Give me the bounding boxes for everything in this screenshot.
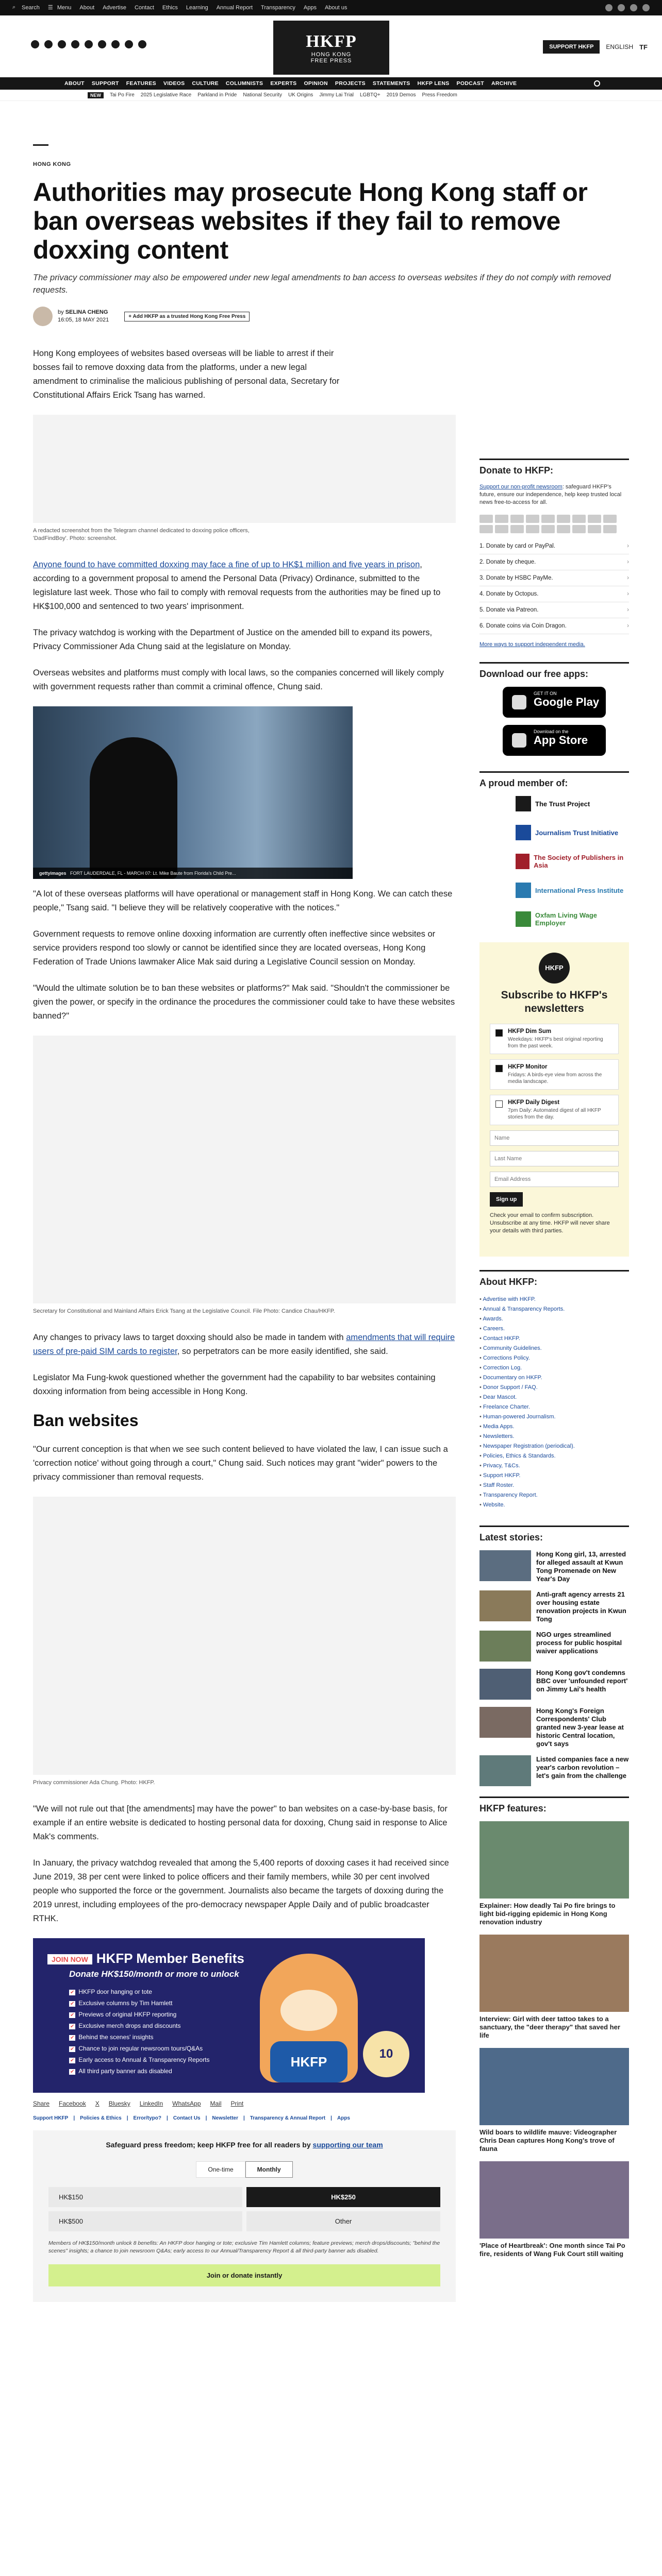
header-actions bbox=[543, 40, 648, 54]
feature-image[interactable] bbox=[479, 1935, 629, 2012]
benefit-item: ✔ All third party banner ads disabled bbox=[69, 2066, 210, 2077]
jcb-icon bbox=[557, 515, 570, 523]
ethics-link[interactable]: Ethics bbox=[162, 5, 178, 11]
benefits-list bbox=[69, 1987, 210, 2077]
anniversary-badge: 10 bbox=[363, 2031, 409, 2077]
amex-icon bbox=[510, 515, 524, 523]
trending-link[interactable]: Press Freedom bbox=[422, 92, 457, 98]
feature-story[interactable] bbox=[479, 2161, 629, 2258]
ipi-logo[interactable]: International Press Institute bbox=[516, 883, 629, 898]
trust-project-logo[interactable]: The Trust Project bbox=[516, 796, 629, 811]
oxfam-icon bbox=[516, 911, 531, 927]
apps-title: Download our free apps: bbox=[479, 662, 629, 680]
about-item[interactable]: • Support HKFP. bbox=[479, 1471, 629, 1481]
traditional-chinese-link[interactable]: TF bbox=[639, 43, 648, 51]
pay-option[interactable]: 6. Donate coins via Coin Dragon. › bbox=[479, 618, 629, 634]
latest-story[interactable] bbox=[479, 1590, 629, 1623]
trust-project-icon bbox=[516, 796, 531, 811]
jti-logo[interactable]: Journalism Trust Initiative bbox=[516, 825, 629, 840]
article-standfirst: The privacy commissioner may also be empowered under new legal amendments to ban access to overseas websites if they do not comply with removed requests. bbox=[33, 273, 611, 295]
article-paragraph: Anyone found to have committed doxxing may face a fine of up to HK$1 million and five years in prison, according to a government proposal to amend the Personal Data (Privacy) Ordinance, submitted to the legislature last week. Those who fail to comply with removal requests from the authorities may be fined up to HK$100,000 and sentenced to two years' imprisonment. bbox=[33, 560, 441, 611]
facebook-icon[interactable] bbox=[31, 40, 39, 48]
mastercard-icon bbox=[495, 515, 508, 523]
about-item[interactable]: • Policies, Ethics & Standards. bbox=[479, 1451, 629, 1461]
feature-image[interactable] bbox=[479, 1821, 629, 1899]
about-item[interactable]: • Annual & Transparency Reports. bbox=[479, 1304, 629, 1314]
member-title: A proud member of: bbox=[479, 771, 629, 789]
benefit-item: ✔ HKFP door hanging or tote bbox=[69, 1987, 210, 1998]
pay-option[interactable]: 4. Donate by Octopus. › bbox=[479, 586, 629, 602]
nav-culture[interactable]: CULTURE bbox=[192, 80, 219, 87]
benefit-item: ✔ Early access to Annual & Transparency Reports bbox=[69, 2055, 210, 2066]
support-newsroom-link[interactable]: Support our non-profit newsroom bbox=[479, 484, 562, 490]
about-us-link[interactable]: About us bbox=[324, 5, 347, 11]
amount-option[interactable]: HK$500 bbox=[48, 2211, 242, 2231]
sidebar bbox=[479, 459, 629, 2266]
payment-logos bbox=[479, 515, 629, 533]
image-caption: Privacy commissioner Ada Chung. Photo: HKFP. bbox=[33, 1780, 155, 1786]
site-header bbox=[0, 15, 662, 80]
story-title[interactable]: Hong Kong's Foreign Correspondents' Club granted new 3-year lease at historic Central location, gov't says bbox=[536, 1707, 624, 1748]
feature-image[interactable] bbox=[479, 2161, 629, 2239]
deer-face bbox=[280, 1990, 337, 2031]
share-mail[interactable]: Mail bbox=[210, 2100, 222, 2107]
about-list bbox=[479, 1295, 629, 1510]
share-bluesky[interactable]: Bluesky bbox=[108, 2100, 130, 2107]
fine-proposal-link[interactable]: Anyone found to have committed doxxing may face a fine of up to HK$1 million and five years in prison bbox=[33, 560, 420, 569]
image-caption: Secretary for Constitutional and Mainland Affairs Erick Tsang at the Legislative Council. File Photo: Candice Chau/HKFP. bbox=[33, 1308, 335, 1314]
about-title: About HKFP: bbox=[479, 1270, 629, 1287]
more-ways-link[interactable]: More ways to support independent media. bbox=[479, 641, 585, 648]
first-name-input[interactable]: Name bbox=[490, 1130, 619, 1146]
discover-icon bbox=[572, 515, 586, 523]
facebook-icon[interactable] bbox=[605, 4, 613, 11]
article-paragraph: Government requests to remove online doxxing information are currently often ineffective since websites or service providers respond too slowly or cannot be identified since they are located overseas, Hong Kong Federation of Trade Unions lawmaker Alice Mak said during a Legislative Council session on Monday. bbox=[33, 929, 436, 967]
gpay-icon bbox=[572, 525, 586, 533]
story-title[interactable]: Hong Kong girl, 13, arrested for alleged assault at Kwun Tong Promenade on New Year's Day bbox=[536, 1550, 626, 1583]
pay-option[interactable]: 2. Donate by cheque. › bbox=[479, 554, 629, 570]
site-logo[interactable]: HKFP HONG KONG FREE PRESS bbox=[273, 21, 389, 75]
trending-link[interactable]: 2019 Demos bbox=[386, 92, 416, 98]
amount-option-selected[interactable]: HK$250 bbox=[246, 2187, 440, 2207]
latest-story[interactable] bbox=[479, 1707, 629, 1748]
diners-icon bbox=[588, 515, 601, 523]
nav-videos[interactable]: VIDEOS bbox=[163, 80, 185, 87]
paypal-icon bbox=[526, 515, 539, 523]
amount-other[interactable]: Other bbox=[246, 2211, 440, 2231]
apps-link[interactable]: Apps bbox=[337, 2115, 350, 2121]
nav-opinion[interactable]: OPINION bbox=[304, 80, 328, 87]
donation-amounts bbox=[48, 2187, 440, 2231]
nav-projects[interactable]: PROJECTS bbox=[335, 80, 366, 87]
about-item[interactable]: • Donor Support / FAQ. bbox=[479, 1383, 629, 1393]
nav-experts[interactable]: EXPERTS bbox=[270, 80, 297, 87]
silhouette-figure bbox=[90, 737, 177, 879]
payme-icon bbox=[495, 525, 508, 533]
newsletter-title: Subscribe to HKFP's newsletters bbox=[501, 989, 608, 1014]
feature-story[interactable] bbox=[479, 1935, 629, 2040]
newsletter-logo: HKFP bbox=[539, 953, 570, 984]
support-link[interactable]: Support HKFP bbox=[33, 2115, 69, 2121]
contact-link[interactable]: Contact bbox=[135, 5, 154, 11]
pay-option[interactable]: 5. Donate via Patreon. › bbox=[479, 602, 629, 618]
about-item[interactable]: • Corrections Policy. bbox=[479, 1353, 629, 1363]
latest-title: Latest stories: bbox=[479, 1526, 629, 1543]
article-paragraph: The privacy watchdog is working with the Department of Justice on the amended bill to expand its powers, Privacy Commissioner Ada Chung said at the legislature on Monday. bbox=[33, 628, 433, 651]
about-item[interactable]: • Privacy, T&Cs. bbox=[479, 1461, 629, 1471]
story-thumbnail[interactable] bbox=[479, 1550, 531, 1581]
octopus-icon bbox=[510, 525, 524, 533]
pay-option[interactable]: 1. Donate by card or PayPal. › bbox=[479, 538, 629, 554]
freq-one-time[interactable]: One-time bbox=[196, 2161, 245, 2178]
trending-bar bbox=[0, 90, 662, 101]
about-item[interactable]: • Careers. bbox=[479, 1324, 629, 1334]
monitor-screen bbox=[33, 706, 353, 879]
policies-link[interactable]: Policies & Ethics bbox=[80, 2115, 122, 2121]
trending-link[interactable]: Jimmy Lai Trial bbox=[319, 92, 354, 98]
visa-icon bbox=[479, 515, 493, 523]
app-store-button[interactable]: Download on the App Store bbox=[503, 725, 606, 756]
nav-features[interactable]: FEATURES bbox=[126, 80, 156, 87]
menu-icon: ☰ bbox=[47, 5, 53, 11]
last-name-input[interactable]: Last Name bbox=[490, 1151, 619, 1166]
share-facebook[interactable]: Facebook bbox=[59, 2100, 86, 2107]
about-item[interactable]: • Newspaper Registration (periodical). bbox=[479, 1442, 629, 1451]
main-navigation bbox=[0, 77, 662, 90]
sopa-logo[interactable]: The Society of Publishers in Asia bbox=[516, 854, 629, 869]
telegram-icon[interactable] bbox=[125, 40, 133, 48]
checkbox-checked[interactable] bbox=[495, 1029, 503, 1037]
threads-icon[interactable] bbox=[85, 40, 93, 48]
whatsapp-icon[interactable] bbox=[138, 40, 146, 48]
benefit-item: ✔ Chance to join regular newsroom tours/Q&As bbox=[69, 2043, 210, 2055]
banner-title: JOIN NOW HKFP Member Benefits bbox=[47, 1951, 244, 1967]
story-thumbnail[interactable] bbox=[479, 1669, 531, 1700]
story-title[interactable]: NGO urges streamlined process for public hospital waiver applications bbox=[536, 1631, 622, 1655]
sopa-icon bbox=[516, 854, 529, 869]
newsletter-option[interactable]: HKFP Dim Sum Weekdays: HKFP's best original reporting from the past week. bbox=[490, 1024, 619, 1054]
google-play-button[interactable]: GET IT ON Google Play bbox=[503, 687, 606, 718]
nav-search-icon[interactable] bbox=[594, 80, 600, 87]
ada-chung-photo bbox=[33, 1497, 456, 1775]
byline-meta: by SELINA CHENG 16:05, 18 MAY 2021 bbox=[58, 309, 109, 323]
donate-text: Support our non-profit newsroom: safeguard HKFP's future, ensure our independence, help keep trusted local news free-to-access for all. bbox=[479, 484, 622, 505]
trending-link[interactable]: UK Origins bbox=[288, 92, 313, 98]
oxfam-logo[interactable]: Oxfam Living Wage Employer bbox=[516, 911, 629, 927]
story-thumbnail[interactable] bbox=[479, 1590, 531, 1621]
donate-title: Donate to HKFP: bbox=[479, 459, 629, 476]
article-paragraph: Legislator Ma Fung-kwok questioned whether the government had the capability to bar websites containing doxxing information from being accessible in Hong Kong. bbox=[33, 1373, 436, 1396]
about-item[interactable]: • Correction Log. bbox=[479, 1363, 629, 1373]
sign-up-button[interactable]: Sign up bbox=[490, 1192, 523, 1207]
nav-support[interactable]: SUPPORT bbox=[91, 80, 119, 87]
about-item[interactable]: • Community Guidelines. bbox=[479, 1344, 629, 1353]
language-switch[interactable]: ENGLISH bbox=[606, 43, 634, 50]
latest-stories bbox=[479, 1550, 629, 1786]
about-item[interactable]: • Newsletters. bbox=[479, 1432, 629, 1442]
article-paragraph: "Our current conception is that when we see such content believed to have violated the law, I can issue such a 'correction notice' without going through a court," Chung said. Such notices may grant "wider" powers to the privacy commissioner than removal requests. bbox=[33, 1445, 448, 1482]
instagram-icon[interactable] bbox=[630, 4, 637, 11]
section-rule bbox=[33, 144, 48, 146]
deer-mascot-illustration bbox=[260, 1954, 358, 2082]
freq-monthly[interactable]: Monthly bbox=[245, 2161, 293, 2178]
contact-link[interactable]: Contact Us bbox=[173, 2115, 201, 2121]
benefit-item: ✔ Previews of original HKFP reporting bbox=[69, 2009, 210, 2021]
share-x[interactable]: X bbox=[95, 2100, 100, 2107]
nav-about[interactable]: ABOUT bbox=[64, 80, 85, 87]
support-hkfp-button[interactable]: SUPPORT HKFP bbox=[543, 40, 600, 54]
about-item[interactable]: • Awards. bbox=[479, 1314, 629, 1324]
article-category[interactable]: HONG KONG bbox=[33, 161, 71, 167]
banner-donate-line: Donate HK$150/month or more to unlock bbox=[69, 1969, 239, 1979]
about-item[interactable]: • Staff Roster. bbox=[479, 1481, 629, 1490]
latest-story[interactable] bbox=[479, 1669, 629, 1700]
latest-story[interactable] bbox=[479, 1550, 629, 1583]
support-team-link[interactable]: supporting our team bbox=[312, 2141, 383, 2149]
amount-option[interactable]: HK$150 bbox=[48, 2187, 242, 2207]
feature-title[interactable]: Explainer: How deadly Tai Po fire brings to light bid-rigging epidemic in Hong Kong renovation industry bbox=[479, 1902, 616, 1926]
story-title[interactable]: Anti-graft agency arrests 21 over housing estate renovation projects in Kwun Tong bbox=[536, 1590, 626, 1623]
article-paragraph: In January, the privacy watchdog revealed that among the 5,400 reports of doxxing cases it had received since June 2019, 38 per cent were linked to police officers and their family members, while 30 per cent involved people who supported the force or the government. Journalists also became the targets of doxxing during the 2019 unrest, including employees of the pro-democracy newspaper Apple Daily and of public broadcaster RTHK. bbox=[33, 1858, 449, 1923]
newsletter-link[interactable]: Newsletter bbox=[212, 2115, 238, 2121]
member-benefits-banner[interactable] bbox=[33, 1938, 425, 2093]
pay-option[interactable]: 3. Donate by HSBC PayMe. › bbox=[479, 570, 629, 586]
menu-link[interactable]: ☰ Menu bbox=[47, 5, 72, 11]
newsletter-option[interactable]: HKFP Daily Digest 7pm Daily: Automated digest of all HKFP stories from the day. bbox=[490, 1095, 619, 1125]
search-link[interactable]: ⌕ Search bbox=[12, 4, 40, 11]
benefit-item: ✔ Behind the scenes' insights bbox=[69, 2032, 210, 2043]
share-links bbox=[33, 2100, 456, 2107]
about-item[interactable]: • Dear Mascot. bbox=[479, 1393, 629, 1402]
about-item[interactable]: • Human-powered Journalism. bbox=[479, 1412, 629, 1422]
section-subhead: Ban websites bbox=[33, 1411, 139, 1430]
benefit-item: ✔ Exclusive merch drops and discounts bbox=[69, 2021, 210, 2032]
wechat-icon bbox=[479, 525, 493, 533]
checkbox-checked[interactable] bbox=[495, 1065, 503, 1072]
newsletter-note: Check your email to confirm subscription. Unsubscribe at any time. HKFP will never share your details with third parties. bbox=[490, 1212, 610, 1234]
topbar-social bbox=[605, 4, 650, 11]
about-item[interactable]: • Media Apps. bbox=[479, 1422, 629, 1432]
fps-icon bbox=[526, 525, 539, 533]
article-paragraph: Overseas websites and platforms must comply with local laws, so the companies concerned will likely comply with government requests rather than commit a criminal offence, Chung said. bbox=[33, 668, 444, 691]
donation-lead: Safeguard press freedom; keep HKFP free for all readers by supporting our team bbox=[106, 2141, 383, 2149]
feature-story[interactable] bbox=[479, 1821, 629, 1926]
x-icon[interactable] bbox=[44, 40, 53, 48]
email-input[interactable]: Email Address bbox=[490, 1172, 619, 1187]
share-whatsapp[interactable]: WhatsApp bbox=[172, 2100, 201, 2107]
about-link[interactable]: About bbox=[79, 5, 95, 11]
article-paragraph: Hong Kong employees of websites based overseas will be liable to arrest if their bosses fail to remove doxxing data from the platforms, under a new legal amendment to criminalise the malicious publishing of personal data, Secretary for Constitutional Affairs Erick Tsang has warned. bbox=[33, 349, 340, 400]
story-thumbnail[interactable] bbox=[479, 1631, 531, 1662]
youtube-icon[interactable] bbox=[642, 4, 650, 11]
nav-archive[interactable]: ARCHIVE bbox=[491, 80, 517, 87]
newsletter-option[interactable]: HKFP Monitor Fridays: A birds-eye view from across the media landscape. bbox=[490, 1059, 619, 1090]
donation-widget bbox=[33, 2130, 456, 2302]
features-title: HKFP features: bbox=[479, 1797, 629, 1814]
error-link[interactable]: Error/typo? bbox=[133, 2115, 161, 2121]
feature-image[interactable] bbox=[479, 2048, 629, 2125]
members-note: Members of HK$150/month unlock 8 benefits: An HKFP door hanging or tote; exclusive Tim Hamlett columns; feature previews; merch drops/discounts; "behind the scenes" insights; a chance to join newsroom Q&As; early access to our Annual/Transparency Report & all third-party banner ads disabled. bbox=[48, 2240, 440, 2254]
benefit-item: ✔ Exclusive columns by Tim Hamlett bbox=[69, 1998, 210, 2009]
author-name[interactable]: SELINA CHENG bbox=[65, 309, 108, 315]
story-title[interactable]: Hong Kong gov't condemns BBC over 'unfounded report' on Jimmy Lai's health bbox=[536, 1669, 628, 1693]
linkedin-icon[interactable] bbox=[111, 40, 120, 48]
feature-stories bbox=[479, 1821, 629, 2258]
jti-icon bbox=[516, 825, 531, 840]
share-print[interactable]: Print bbox=[230, 2100, 244, 2107]
transparency-link[interactable]: Transparency bbox=[261, 5, 295, 11]
article-paragraph: "A lot of these overseas platforms will have operational or management staff in Hong Kong. We can catch these people," Tsang said. "I believe they will be relatively cooperative with the notices." bbox=[33, 889, 453, 912]
bluesky-icon[interactable] bbox=[98, 40, 106, 48]
feature-title[interactable]: Wild boars to wildlife mauve: Videographer Chris Dean captures Hong Kong's trove of fauna bbox=[479, 2128, 617, 2153]
bitcoin-icon bbox=[588, 525, 601, 533]
trending-link[interactable]: LGBTQ+ bbox=[360, 92, 380, 98]
applepay-icon bbox=[557, 525, 570, 533]
donation-frequency bbox=[48, 2161, 440, 2178]
unionpay-icon bbox=[541, 515, 555, 523]
patreon-icon bbox=[541, 525, 555, 533]
trending-link[interactable]: Tai Po Fire bbox=[110, 92, 135, 98]
support-links: Support HKFP | Policies & Ethics | Error/typo? | Contact Us | Newsletter | Transparency & Annual Report | Apps bbox=[33, 2115, 350, 2121]
about-item[interactable]: • Website. bbox=[479, 1500, 629, 1510]
new-badge: NEW bbox=[88, 92, 104, 98]
search-icon: ⌕ bbox=[12, 4, 16, 10]
nav-statements[interactable]: STATEMENTS bbox=[372, 80, 410, 87]
article-paragraph: "We will not rule out that [the amendments] may have the power" to ban websites on a case-by-base basis, for example if an entire website is dedicated to hosting personal data for doxxing, Chung said in response to Alice Mak's comments. bbox=[33, 1804, 448, 1841]
share-label: Share bbox=[33, 2100, 50, 2107]
newsletter-signup bbox=[479, 942, 629, 1257]
feature-title[interactable]: 'Place of Heartbreak': One month since Tai Po fire, residents of Wang Fuk Court still waiting bbox=[479, 2242, 625, 2258]
annual-report-link[interactable]: Annual Report bbox=[216, 5, 253, 11]
story-thumbnail[interactable] bbox=[479, 1707, 531, 1738]
nav-podcast[interactable]: PODCAST bbox=[456, 80, 484, 87]
feature-story[interactable] bbox=[479, 2048, 629, 2153]
trending-link[interactable]: Parkland in Pride bbox=[197, 92, 237, 98]
image-caption: A redacted screenshot from the Telegram channel dedicated to doxxing police officers, 'DadFindBoy'. Photo: screenshot. bbox=[33, 528, 250, 541]
about-item[interactable]: • Freelance Charter. bbox=[479, 1402, 629, 1412]
share-linkedin[interactable]: LinkedIn bbox=[139, 2100, 163, 2107]
checkbox-unchecked[interactable] bbox=[495, 1100, 503, 1108]
nav-columnists[interactable]: COLUMNISTS bbox=[225, 80, 263, 87]
byline bbox=[33, 307, 456, 326]
sim-card-link[interactable]: amendments that will require users of pre-paid SIM cards to register bbox=[33, 1333, 455, 1356]
apps-link[interactable]: Apps bbox=[303, 5, 317, 11]
article-paragraph: Any changes to privacy laws to target doxxing should also be made in tandem with amendments that will require users of pre-paid SIM cards to register, so perpetrators can be more easily identified, she said. bbox=[33, 1333, 455, 1356]
about-item[interactable]: • Transparency Report. bbox=[479, 1490, 629, 1500]
nav-hkfp-lens[interactable]: HKFP LENS bbox=[417, 80, 450, 87]
story-title[interactable]: Listed companies face a new year's carbon revolution – let's gain from the challenge bbox=[536, 1755, 629, 1780]
join-donate-button[interactable]: Join or donate instantly bbox=[48, 2264, 440, 2286]
latest-story[interactable] bbox=[479, 1755, 629, 1786]
author-avatar bbox=[33, 307, 53, 326]
advertise-link[interactable]: Advertise bbox=[103, 5, 126, 11]
learning-link[interactable]: Learning bbox=[186, 5, 208, 11]
getty-caption-strip: gettyimages FORT LAUDERDALE, FL - MARCH 07: Lt. Mike Baute from Florida's Child Pre... bbox=[33, 868, 353, 879]
ipi-icon bbox=[516, 883, 531, 898]
google-news-button[interactable]: + Add HKFP as a trusted Hong Kong Free Press bbox=[124, 312, 250, 321]
latest-story[interactable] bbox=[479, 1631, 629, 1662]
getty-embed-photo[interactable] bbox=[33, 706, 353, 879]
story-thumbnail[interactable] bbox=[479, 1755, 531, 1786]
trending-link[interactable]: 2025 Legislative Race bbox=[140, 92, 192, 98]
youtube-icon[interactable] bbox=[71, 40, 79, 48]
report-link[interactable]: Transparency & Annual Report bbox=[250, 2115, 326, 2121]
feature-title[interactable]: Interview: Girl with deer tattoo takes to a sanctuary, the "deer therapy" that saved her life bbox=[479, 2015, 620, 2039]
article-headline: Authorities may prosecute Hong Kong staff or ban overseas websites if they fail to remove doxxing content bbox=[33, 178, 588, 264]
trending-link[interactable]: National Security bbox=[243, 92, 282, 98]
mascot-shirt: HKFP bbox=[270, 2041, 347, 2082]
ethereum-icon bbox=[603, 525, 617, 533]
header-social-links bbox=[31, 40, 146, 48]
instagram-icon[interactable] bbox=[58, 40, 66, 48]
about-item[interactable]: • Contact HKFP. bbox=[479, 1334, 629, 1344]
utility-bar bbox=[0, 0, 662, 15]
x-icon[interactable] bbox=[618, 4, 625, 11]
article-paragraph: "Would the ultimate solution be to ban these websites or platforms?" Mak said. "Shouldn't the commissioner be given the power, or specify in the ordinance the procedures the commissioner could take to have these websites banned?" bbox=[33, 984, 455, 1021]
about-item[interactable]: • Advertise with HKFP. bbox=[479, 1295, 629, 1304]
alipay-icon bbox=[603, 515, 617, 523]
erick-tsang-photo bbox=[33, 1036, 456, 1303]
doxxing-screenshot-image bbox=[33, 415, 456, 523]
about-item[interactable]: • Documentary on HKFP. bbox=[479, 1373, 629, 1383]
publish-date: 16:05, 18 MAY 2021 bbox=[58, 317, 109, 323]
